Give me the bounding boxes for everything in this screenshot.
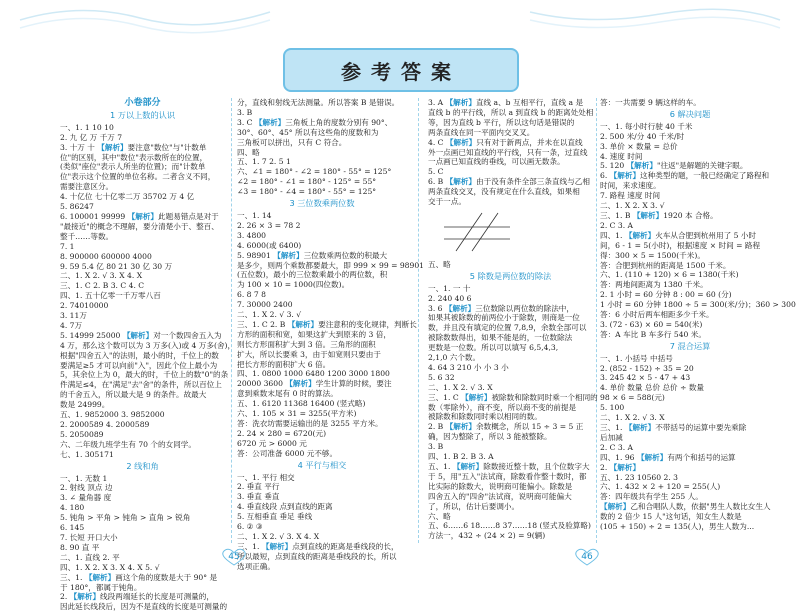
answer-line: 3. 245 42 × 5 - 47 + 43 (600, 373, 691, 383)
analysis-tag: 【解析】 (445, 177, 477, 187)
answer-line: 一、1. 14 (237, 210, 272, 220)
analysis-tag: 【解析】 (600, 502, 631, 512)
answer-line: 6720 元 > 6000 元 (237, 438, 307, 448)
answer-line: 确，因为整除了，所以 3 能被整除。 (428, 432, 552, 442)
answer-line: 五、6……6 18……8 37……18 (竖式及验算略) (428, 521, 591, 531)
column-divider (418, 98, 419, 543)
answer-line: ∠2 = 180° - ∠1 = 180° - 125° = 55° (237, 177, 377, 187)
answer-line: 7. 30000 2400 (237, 300, 293, 310)
answer-line: 六、1. (110 + 120) × 6 = 1380(千米) (600, 270, 739, 280)
answer-line: 5. C (428, 167, 444, 177)
answer-line: 位"表示这个位置的单位名称。二者含义不同， (60, 172, 216, 182)
answer-line: 5，其余位上为 0，最大的时，千位上的数"0"的条 (60, 370, 229, 380)
answer-line: 2,1,0 六个数。 (428, 353, 481, 363)
answer-line: 5. 98901 【解析】三位数乘两位数的积最大 (237, 250, 388, 260)
answer-key-banner (283, 48, 519, 92)
answer-line: 30°、60°、45° 所以有这些角的度数和为 (237, 127, 379, 137)
answer-line: 答：合肥到杭州的距离是 1500 千米。 (600, 260, 731, 270)
answer-line: 四、1. B 2. B 3. A (428, 452, 494, 462)
answer-line: 4. 64 3 210 小 小 3 小 (428, 362, 509, 372)
answer-line: 则长方形面积扩大到 3 倍。三角形的面积 (237, 339, 376, 349)
answer-line: 三、1. 【解析】画这个角的度数是大于 90° 是 (60, 572, 218, 582)
analysis-tag: 【解析】 (461, 392, 492, 402)
answer-line: 更数是一位数。所以可以填写 6,5,4,3, (428, 343, 559, 353)
answer-line: 二、1. X 2. X 3. √ (600, 201, 665, 211)
answer-line: 7. 1 (60, 241, 75, 251)
answer-line: 数的 2 倍少 15 人"这句话，知女生人数是 (600, 512, 742, 522)
answer-line: 件满足≤4，在"满足"去"舍"的条件，所以百位上 (60, 380, 222, 390)
column-divider (231, 98, 232, 543)
answer-line: 因此延长线段后，因为不是直线的长度是可测量的 (60, 602, 228, 612)
answer-line: (五位数)，最小的三位数乘最小的两位数，积 (237, 270, 388, 280)
answer-line: 6. ② ③ (237, 522, 263, 532)
answer-line: 六、二年级九班学生有 70 个的女同学。 (60, 439, 196, 449)
analysis-tag: 【解析】 (254, 117, 286, 127)
answer-line: 3. B (428, 442, 444, 452)
answer-line: 6. 100001 99999 【解析】此题易错点是对于 (60, 211, 219, 221)
answer-line: 分，直线和射线无法测量。所以答案 B 是错误。 (237, 98, 400, 107)
answer-line: 2. 24 × 280 = 6720(元) (237, 428, 327, 438)
answer-line: 三、1. C 2. B 3. C 4. C (60, 281, 145, 291)
section-heading: 6 解决问题 (669, 108, 711, 119)
answer-line: 2. 垂直 平行 (237, 482, 280, 492)
answer-line: 要满足≥5 才可以向前"入"，因此个位上最小为 (60, 360, 218, 370)
answer-line: 2. 2000589 4. 2000589 (60, 420, 150, 429)
answer-line: 3. 单价 × 数量 = 总价 (600, 141, 678, 151)
section-heading: 5 除数是两位数的除法 (469, 270, 552, 281)
answer-line: 5. 2050089 (60, 429, 104, 439)
top-left-decoration (20, 0, 270, 34)
answer-line: 答：洗衣坊需要运输出的是 3255 平方米。 (237, 419, 383, 428)
answer-line: 是多少，则两个乘数都要最大，即 999 × 99 = 98901 (237, 260, 425, 270)
answer-line: 三、1. 【解析】不带括号的运算中要先乘除 (600, 423, 747, 432)
answer-line: 3. 十万 十 【解析】要注意"数位"与"计数单 (60, 142, 207, 152)
answer-line: 2. 74010000 (60, 301, 109, 311)
analysis-tag: 【解析】 (273, 250, 304, 260)
answer-line: 2. 【解析】线段两端延长的长度是可测量的， (60, 592, 214, 602)
answer-line: 一、1. 小括号 中括号 (600, 353, 673, 363)
answer-line: 间，6 - 1 = 5(小时)，根据速度 × 时间 = 路程 (600, 240, 761, 250)
answer-line: 所以最短，点到直线的距离是垂线段的长，所以 (237, 551, 397, 561)
answer-line: 2. 九 亿 万 千万 7 (60, 132, 123, 142)
answer-line: 答：6 小时后两车相距多少千米。 (600, 310, 714, 320)
analysis-tag: 【解析】 (632, 210, 664, 220)
analysis-tag: 【解析】 (626, 161, 657, 171)
section-heading: 4 平行与相交 (297, 459, 347, 470)
answer-line: 两条直线在同一平面内交叉叉。 (428, 127, 535, 137)
answer-line: 六、1. 432 × 2 + 120 = 255(人) (600, 482, 721, 492)
answer-line: 4. 180 (60, 503, 85, 513)
analysis-tag: 【解析】 (444, 303, 476, 313)
answer-line: 4. 十亿位 七十亿零二万 35702 万 4 亿 (60, 192, 195, 202)
answer-line: 六、1. 105 × 31 = 3255(平方米) (237, 409, 357, 419)
answer-line: 3. 垂直 垂直 (237, 492, 280, 502)
section-heading: 7 混合运算 (669, 340, 711, 351)
answer-line: 6. B 【解析】由于没有条件全部三条直线与乙相 (428, 177, 590, 187)
answer-line: 6. 8 7 8 (237, 290, 266, 300)
column-4 (600, 98, 796, 538)
answer-line: 直线 b 的平行线，所以 a 到直线 b 的距离处处相 (428, 107, 594, 117)
answer-line: 7. 长短 开口大小 (60, 532, 118, 542)
answer-line: 4. 6000(或 6400) (237, 240, 302, 250)
answer-line: 五、1. 【解析】除数接近整十数，且个位数字大 (428, 462, 590, 471)
answer-line: 比实际的除数大，说明商可能偏小。除数是 (428, 481, 573, 491)
answer-line: 3. 11万 (60, 311, 87, 321)
part-heading: 小卷部分 (124, 98, 161, 108)
analysis-tag: 【解析】 (636, 452, 668, 462)
answer-line: 等，因为直线 b 平行，所以这句话是错误的 (428, 117, 575, 127)
answer-line: ∠3 = 180° - ∠4 = 180° - 55° = 125° (237, 187, 377, 197)
answer-line: 得：300 × 5 = 1500(千米)。 (600, 250, 705, 260)
answer-line: 如果其被除数的前两位小于除数，则商是一位 (428, 313, 580, 323)
column-1 (60, 98, 236, 612)
answer-line: 三、1. B 【解析】1920 本 合格。 (600, 210, 718, 220)
answer-line: 四、1. 【解析】火车从合肥到杭州用了 5 小时 (600, 230, 757, 240)
answer-line: "最接近"的概念不理解，要分清楚小于、整百、 (60, 221, 219, 231)
answer-line: 2. C 3. A (600, 220, 634, 230)
answer-line: 3. A 【解析】直线 a、b 互相平行，直线 a 是 (428, 98, 584, 107)
answer-line: 4. 单价 数量 总价 总价 ÷ 数量 (600, 383, 705, 393)
top-right-decoration (530, 0, 780, 34)
answer-line: 被除数和除数同时乘以相同的数。 (428, 412, 542, 422)
answer-line: 3. 6 【解析】三位数除以两位数的除法中， (428, 303, 574, 313)
answer-line: 3. B (237, 107, 253, 117)
answer-line: 五、1. 7 2. 5 1 (237, 157, 291, 167)
answer-line: 答：A 车比 B 车多行 540 米。 (600, 329, 706, 339)
answer-line: 五、1. 6120 11368 16400 (竖式略) (237, 399, 366, 409)
answer-line: 四、1. X 2. X 3. X 4. X 5. √ (60, 562, 160, 572)
answer-line: 2. 【解析】 (600, 462, 641, 472)
answer-line: 五、1. 23 10560 2. 3 (600, 472, 678, 482)
answer-line: 后加减 (600, 432, 623, 442)
answer-line: 二、1. X 2. √ 3. √ (237, 310, 302, 320)
answer-line: 答：四年级共有学生 255 人。 (600, 492, 703, 502)
answer-line: 需要注意区分。 (60, 182, 114, 192)
answer-line: 一点画已知直线的垂线，可以画无数条。 (428, 157, 565, 167)
answer-line: 四、1. 0800 1000 6480 1200 3000 1800 (237, 369, 390, 379)
answer-line: 5. 6 32 (428, 372, 455, 382)
analysis-tag: 【解析】 (445, 422, 477, 432)
answer-line: 数，并且没有填定的位置 7,8,9，余数全部可以 (428, 323, 587, 333)
answer-line: 5. 86247 (60, 202, 94, 212)
answer-line: 二、1. X 2. √ 3. X 4. X (237, 531, 320, 541)
answer-line: (类似"座位"表示人所坐的位置)；而"计数单 (60, 162, 206, 172)
analysis-tag: 【解析】 (452, 462, 484, 471)
analysis-tag: 【解析】 (97, 142, 128, 152)
analysis-tag: 【解析】 (127, 211, 159, 221)
answer-line: 答：公司准备 6000 元不够。 (237, 448, 338, 458)
answer-line: 2. 26 × 3 = 78 2 (237, 220, 301, 230)
answer-line: 一、1. 每小时行驶 40 千米 (600, 121, 693, 131)
answer-line: 根据"四舍五入"的法则，最小的时，千位上的数 (60, 350, 219, 360)
answer-line: 被除数数得出，如果不能是的，一位数除法 (428, 333, 573, 343)
answer-line: 2. C 3. A (600, 442, 634, 452)
page-number-right: 46 (574, 548, 600, 566)
answer-line: 四、1. 96 【解析】有两个和括号的运算 (600, 452, 736, 462)
column-divider (596, 98, 597, 543)
analysis-tag: 【解析】 (122, 330, 154, 340)
answer-line: 于 5，用"五入"法试商，除数看作整十数时，都 (428, 471, 587, 481)
answer-line: 4. 7万 (60, 320, 83, 330)
answer-line: 四、略 (237, 147, 260, 157)
answer-line: 5. 100 (600, 403, 625, 413)
answer-line: 外一点画已知直线的平行线，只有一条，过直线 (428, 147, 588, 157)
analysis-tag: 【解析】 (261, 541, 293, 551)
answer-line: 二、1. X 2. √ 3. X (428, 382, 493, 392)
answer-line: 数是 24999。 (60, 400, 110, 410)
answer-line: 答：一共需要 9 辆这样的车。 (600, 98, 701, 107)
answer-line: 意到乘数末尾有 0 时的算法。 (237, 389, 338, 399)
answer-line: 一、1. 无数 1 (60, 473, 108, 483)
answer-line: 四舍五入的"四舍"法试商，说明商可能偏大 (428, 491, 572, 501)
answer-line: 三角板可以拼出，只有 C 符合。 (237, 137, 347, 147)
answer-line: 7. 路程 速度 时间 (600, 191, 661, 201)
answer-line: 的千舍五入，所以最大是 9 的条件。故最大 (60, 390, 207, 400)
page-title: 参考答案 (341, 59, 461, 84)
answer-line: 2. 射线 顶点 边 (60, 483, 113, 493)
analysis-tag: 【解析】 (609, 462, 641, 472)
answer-line: 3. C 【解析】三角板上角的度数分别有 90°、 (237, 117, 393, 127)
answer-line: 3. 4800 (237, 230, 266, 240)
answer-line: 4. C 【解析】只有对于新两点，并未在以直线 (428, 137, 583, 147)
answer-line: 4. 速度 时间 (600, 151, 643, 161)
analysis-tag: 【解析】 (445, 137, 477, 147)
answer-line: 5. 14999 25000 【解析】对一个数四舍五入为 (60, 330, 222, 340)
answer-line: 5. 120 【解析】"往返"是解题的关键字眼。 (600, 161, 748, 171)
answer-line: 选项正确。 (237, 561, 275, 571)
analysis-tag: 【解析】 (445, 98, 476, 107)
section-heading: 3 三位数乘两位数 (289, 198, 355, 209)
answer-line: 整千……等数。 (60, 231, 114, 241)
answer-line: 2. 500 米/分 40 千米/时 (600, 131, 685, 141)
answer-line: 6. 145 (60, 523, 85, 533)
page-number-left: 45 (221, 548, 247, 566)
answer-line: 两条直线交叉，没有规定在什么直线，如果相 (428, 187, 580, 197)
analysis-tag: 【解析】 (624, 230, 656, 240)
answer-line: (105 + 150) ÷ 2 = 135(人)，男生人数为... (600, 522, 755, 532)
analysis-tag: 【解析】 (285, 379, 316, 389)
answer-line: 方法一，432 ÷ (24 × 2) = 9(辆) (428, 531, 546, 541)
answer-line: 为 100 × 10 = 1000(四位数)。 (237, 280, 350, 290)
answer-line: 答：两地间距离为 1380 千米。 (600, 280, 708, 290)
answer-line: 二、1. 直线 2. 平 (60, 552, 120, 562)
answer-line: 五、略 (428, 259, 451, 269)
answer-line: 于 180°，都属于钝角。 (60, 582, 142, 592)
answer-line: 一、1. 1 10 10 (60, 122, 114, 132)
answer-line: 三、1. C 【解析】被除数和除数同时乘一个相同的 (428, 392, 598, 402)
answer-line: 一、1. 平行 相交 (237, 472, 295, 482)
answer-line: 交于一点。 (428, 197, 466, 207)
answer-line: 5. 钝角 > 平角 > 钝角 > 直角 > 锐角 (60, 513, 191, 523)
answer-line: 扩大，所以长要乘 3，由于如宽则只要由于 (237, 349, 381, 359)
answer-line: 8. 900000 600000 4000 (60, 251, 152, 261)
answer-line: 2. 1 小时 = 60 分钟 8 : 00 = 60 (分) (600, 290, 732, 300)
answer-line: 98 × 6 = 588(元) (600, 393, 665, 403)
answer-line: 2. B 【解析】余数概念，所以 15 ÷ 3 = 5 正 (428, 422, 584, 432)
answer-line: 5. 互相垂直 垂足 垂线 (237, 512, 313, 522)
answer-line: 一、1. 一 十 (428, 283, 471, 293)
answer-line: 2. 240 40 6 (428, 293, 472, 303)
answer-line: 二、1. X 2. √ 3. X (600, 413, 665, 423)
section-heading: 1 万以上数的认识 (109, 109, 176, 120)
answer-line: 七、1. 305171 (60, 449, 114, 459)
answer-line: 三、1. C 2. B 【解析】要注意积的变化规律，判断长 (237, 319, 417, 329)
answer-line: 4 万，那么这个数可以为 3 万多(入)或 4 万多(舍)， (60, 340, 236, 350)
answer-line: 时间，来求速度。 (600, 181, 661, 191)
column-3 (428, 98, 598, 541)
answer-line: 3. (72 - 63) × 60 = 540(米) (600, 319, 703, 329)
answer-line: 数（零除外），商不变，所以商不变的前提是 (428, 402, 577, 412)
answer-line: 把长方形的面积扩大 6 倍。 (237, 359, 331, 369)
section-heading: 2 线和角 (126, 460, 159, 471)
analysis-tag: 【解析】 (624, 423, 656, 432)
analysis-tag: 【解析】 (609, 171, 641, 181)
analysis-tag: 【解析】 (84, 572, 116, 582)
answer-line: 3. ∠ 量角器 度 (60, 493, 112, 503)
answer-line: 位"的区别，其中"数位"表示数所在的位置， (60, 152, 208, 162)
answer-line: 2. (852 - 152) ÷ 35 = 20 (600, 363, 694, 373)
analysis-tag: 【解析】 (287, 319, 319, 329)
answer-line: 20000 3600 【解析】学生计算的时候，要注 (237, 379, 392, 389)
answer-line: 6. 【解析】这种类型的题，一般已经确定了路程和 (600, 171, 770, 181)
answer-line: 二、1. X 2. √ 3. X 4. X (60, 271, 143, 281)
answer-line: 三、1. 【解析】点到直线的距离是垂线段的长， (237, 541, 399, 551)
answer-line: 五、1. 9852000 3. 9852000 (60, 410, 165, 420)
answer-line: 1 小时 = 60 分钟 1800 ÷ 5 = 300(米/分)；360 > 300 (600, 300, 796, 310)
answer-line: 方形的面积和宽，如果这扩大到原来的 3 倍， (237, 329, 391, 339)
answer-line: 9. 59 5.4 亿 80 21 30 亿 30 万 (60, 261, 173, 271)
answer-line: 四、1. 五十亿零一千万零八百 (60, 291, 161, 301)
answer-line: 8. 90 直 平 (60, 542, 100, 552)
answer-line: 了，所以，估计后要调小。 (428, 501, 520, 511)
answer-line: 【解析】乙和合唱队人数，依据"男生人数比女生人 (600, 502, 771, 512)
parallel-lines-figure (442, 209, 512, 255)
answer-line: 4. 垂直线段 点到直线的距离 (237, 502, 333, 512)
column-2 (237, 98, 425, 571)
answer-line: 六、∠1 = 180° - ∠2 = 180° - 55° = 125° (237, 167, 392, 177)
analysis-tag: 【解析】 (69, 592, 101, 602)
answer-line: 六、略 (428, 511, 451, 521)
